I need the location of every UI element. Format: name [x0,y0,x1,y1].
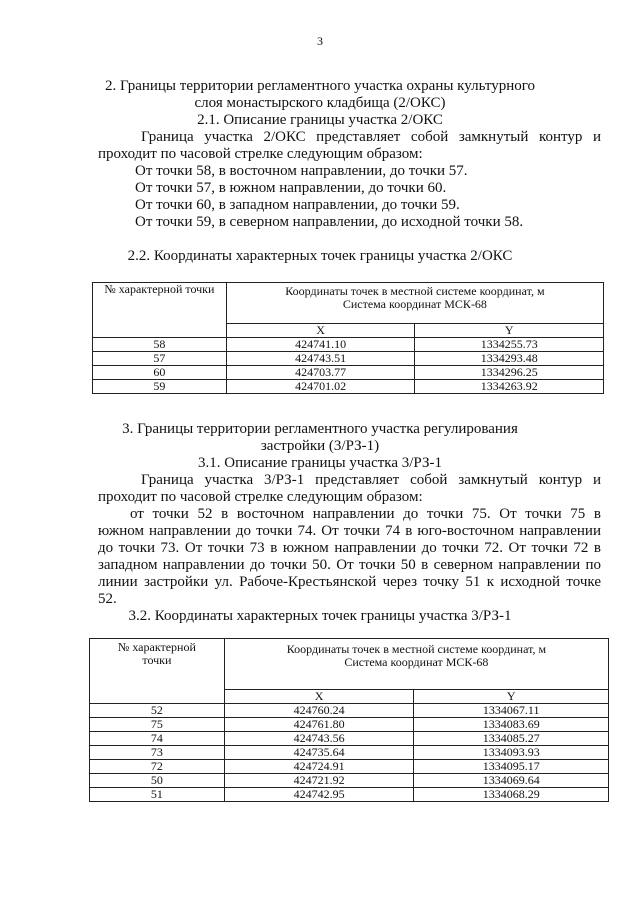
table-row [93,366,604,380]
y-cell: 1334095.17 [414,760,609,774]
header-x: X [224,690,414,704]
x-cell: 424724.91 [224,760,414,774]
point-cell: 72 [90,760,225,774]
y-cell: 1334296.25 [415,366,604,380]
point-cell: 75 [90,718,225,732]
header-y: Y [415,324,604,338]
table-row [90,732,609,746]
section2-para-line2: проходит по часовой стрелке следующим образом: [98,146,423,162]
section2-step: От точки 59, в северном направлении, до исходной точки 58. [135,214,524,230]
y-cell: 1334067.11 [414,704,609,718]
y-cell: 1334093.93 [414,746,609,760]
header-coordinates-line2: Система координат МСК-68 [344,655,489,669]
y-cell: 1334069.64 [414,774,609,788]
header-coordinates [226,283,603,324]
table-row [93,380,604,394]
page-number: 3 [317,34,323,48]
section2-para-line1: Граница участка 2/ОКС представляет собой замкнутый контур и [141,129,601,145]
y-cell: 1334293.48 [415,352,604,366]
header-coordinates-line2: Система координат МСК-68 [342,297,487,311]
y-cell: 1334255.73 [415,338,604,352]
point-cell: 51 [90,788,225,802]
header-coordinates [224,639,608,690]
section2-sub1-title: 2.1. Описание границы участка 2/ОКС [197,112,443,128]
header-point-number [90,639,225,704]
point-cell: 50 [90,774,225,788]
section3-sub2-title: 3.2. Координаты характерных точек границы участка 3/РЗ-1 [128,608,512,624]
point-cell: 52 [90,704,225,718]
header-x: X [226,324,415,338]
table-row [90,760,609,774]
section3-para-line1: Граница участка 3/РЗ-1 представляет собой замкнутый контур и [141,472,601,488]
section2-sub2-title: 2.2. Координаты характерных точек границы участка 2/ОКС [127,248,513,264]
x-cell: 424703.77 [226,366,415,380]
point-cell: 57 [93,352,227,366]
section2-step: От точки 57, в южном направлении, до точки 60. [135,180,447,196]
header-point-number: № характерной точки [93,283,227,338]
section3-desc-line: южном направлении до точки 74. От точки 74 в юго-восточном направлении [98,523,601,539]
point-cell: 58 [93,338,227,352]
section3-heading-line1: 3. Границы территории регламентного участка регулирования [122,421,518,437]
table-row [93,338,604,352]
section2-step: От точки 58, в восточном направлении, до точки 57. [135,163,468,179]
point-cell: 73 [90,746,225,760]
point-cell: 60 [93,366,227,380]
header-point-line2: точки [142,653,172,667]
x-cell: 424743.51 [226,352,415,366]
x-cell: 424741.10 [226,338,415,352]
section2-step: От точки 60, в западном направлении, до точки 59. [135,197,460,213]
section3-sub1-title: 3.1. Описание границы участка 3/РЗ-1 [198,455,442,471]
table-row [90,774,609,788]
table-row [90,704,609,718]
section3-desc-line: 52. [98,591,117,607]
section2-heading-line1: 2. Границы территории регламентного участка охраны культурного [104,78,536,94]
table-row [90,746,609,760]
y-cell: 1334263.92 [415,380,604,394]
point-cell: 74 [90,732,225,746]
section3-desc-line: до точки 73. От точки 73 в южном направлении до точки 72. От точки 72 в [98,540,601,556]
section3-desc-line: западном направлении до точки 50. От точки 50 в северном направлении по [98,557,601,573]
x-cell: 424701.02 [226,380,415,394]
x-cell: 424735.64 [224,746,414,760]
header-coordinates-line1: Координаты точек в местной системе координат, м [286,642,547,656]
header-point-line1: № характерной [117,640,196,654]
section3-desc-line: от точки 52 в восточном направлении до точки 75. От точки 75 в [130,506,601,522]
y-cell: 1334083.69 [414,718,609,732]
coordinates-table-2oks [92,282,604,394]
y-cell: 1334068.29 [414,788,609,802]
header-coordinates-line1: Координаты точек в местной системе координат, м [285,284,545,298]
section3-para-line2: проходит по часовой стрелке следующим образом: [98,489,423,505]
section2-heading-line2: слоя монастырского кладбища (2/ОКС) [194,95,446,111]
x-cell: 424743.56 [224,732,414,746]
table-row [90,788,609,802]
coordinates-table-3rz1 [89,638,609,802]
x-cell: 424742.95 [224,788,414,802]
section3-heading-line2: застройки (3/РЗ-1) [260,438,380,454]
section3-desc-line: линии застройки ул. Рабоче-Крестьянской через точку 51 к исходной точке [98,574,601,590]
x-cell: 424761.80 [224,718,414,732]
point-cell: 59 [93,380,227,394]
x-cell: 424760.24 [224,704,414,718]
y-cell: 1334085.27 [414,732,609,746]
x-cell: 424721.92 [224,774,414,788]
table-row [90,718,609,732]
table-row [93,352,604,366]
header-y: Y [414,690,609,704]
